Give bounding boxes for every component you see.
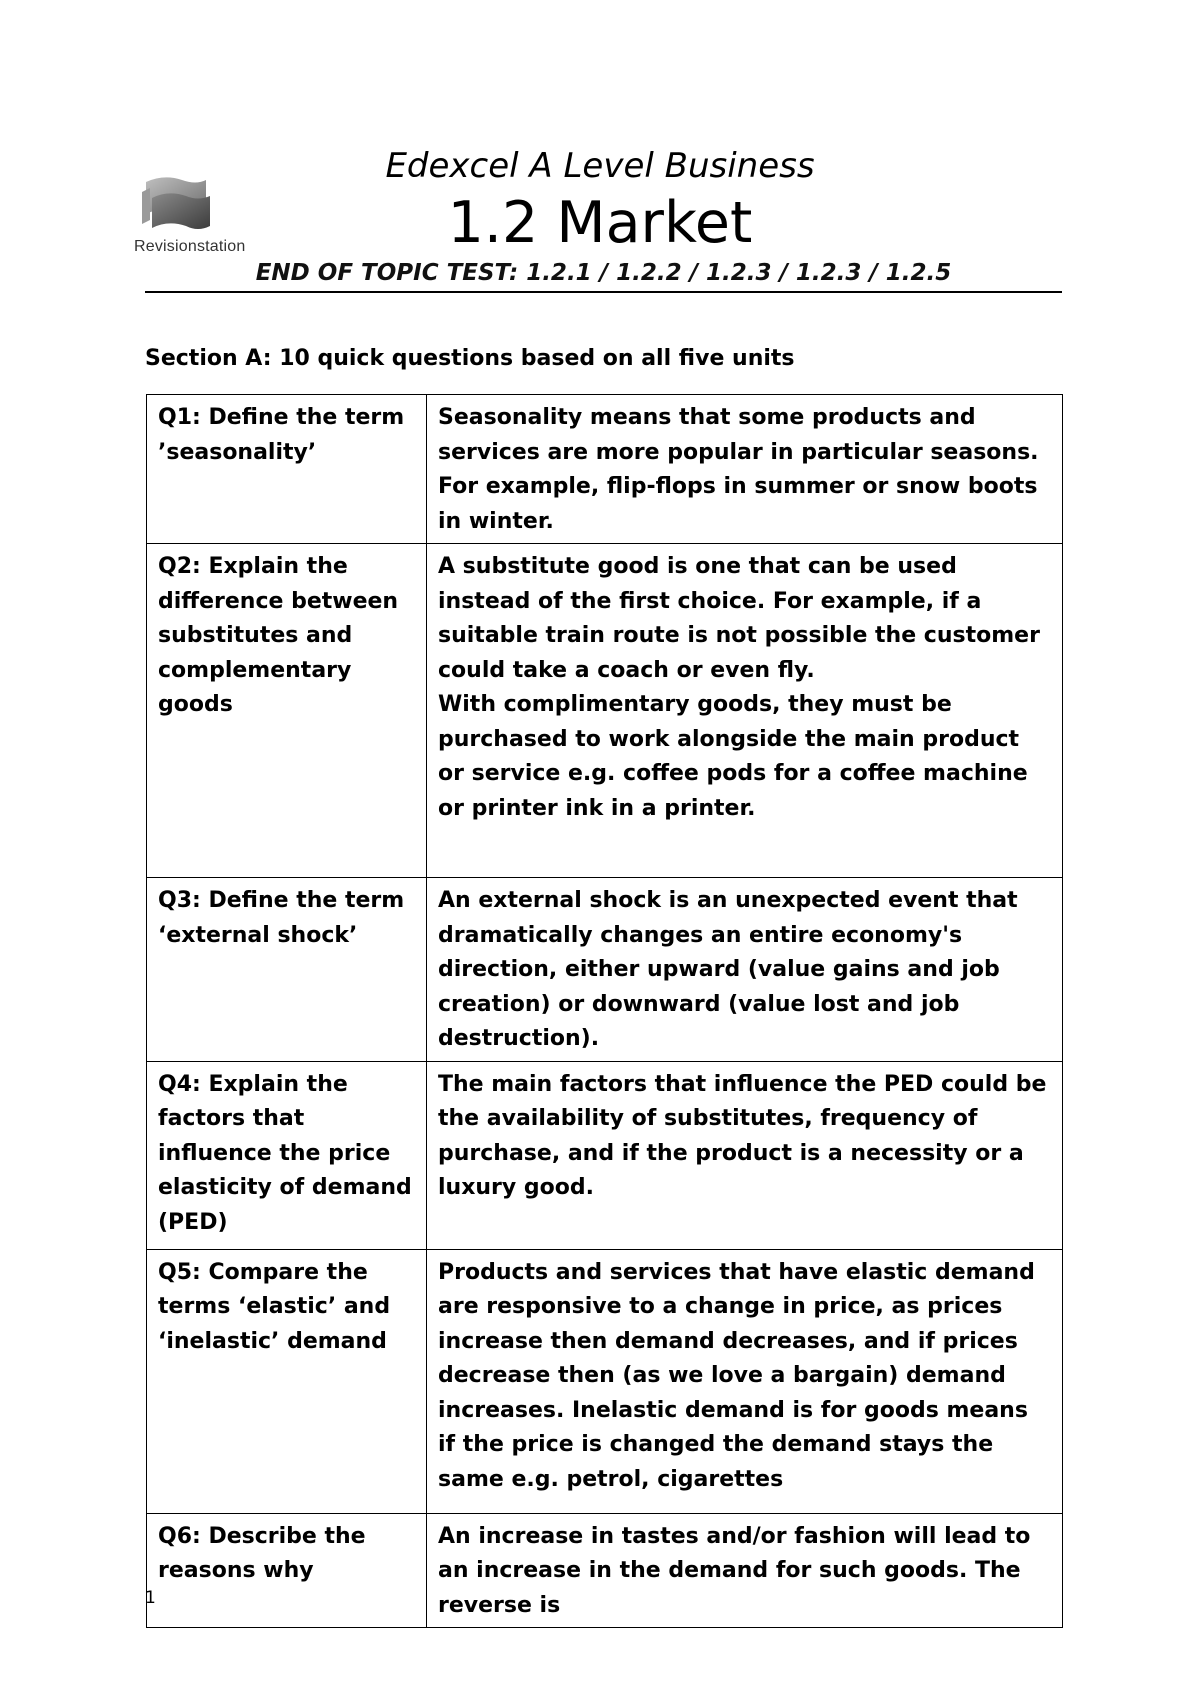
answer-cell: A substitute good is one that can be used instead of the first choice. For example, if a suitable train route is not possible the customer could take a coach or even fly. With complimentary goods, they must be purchased to work alongside the main product or service e.g. coffee pods for a coffee machine or printer ink in a printer. [427, 544, 1063, 878]
question-cell: Q3: Define the term ‘external shock’ [147, 878, 427, 1062]
answer-cell: An external shock is an unexpected event that dramatically changes an entire economy's direction, either upward (value gains and job creation) or downward (value lost and job destruction). [427, 878, 1063, 1062]
question-cell: Q2: Explain the difference between substitutes and complementary goods [147, 544, 427, 878]
heading-divider [145, 291, 1062, 293]
table-row [147, 544, 1063, 878]
answer-cell: Products and services that have elastic demand are responsive to a change in price, as prices increase then demand decreases, and if prices decrease then (as we love a bargain) demand increases. Inelastic demand is for goods means if the price is changed the demand stays the same e.g. petrol, cigarettes [427, 1249, 1063, 1513]
topic-test-heading: END OF TOPIC TEST: 1.2.1 / 1.2.2 / 1.2.3 / 1.2.3 / 1.2.5 [255, 260, 952, 286]
table-row [147, 395, 1063, 544]
questions-table [146, 394, 1063, 1628]
answer-cell: Seasonality means that some products and services are more popular in particular seasons. For example, flip-flops in summer or snow boots in winter. [427, 395, 1063, 544]
question-cell: Q5: Compare the terms ‘elastic’ and ‘inelastic’ demand [147, 1249, 427, 1513]
document-title: 1.2 Market [447, 190, 753, 256]
table-row [147, 1061, 1063, 1249]
document-subtitle: Edexcel A Level Business [385, 146, 815, 186]
answer-cell: An increase in tastes and/or fashion will lead to an increase in the demand for such goods. The reverse is [427, 1513, 1063, 1628]
question-cell: Q4: Explain the factors that influence the price elasticity of demand (PED) [147, 1061, 427, 1249]
table-row [147, 878, 1063, 1062]
question-cell: Q6: Describe the reasons why [147, 1513, 427, 1628]
table-row [147, 1513, 1063, 1628]
logo-text: Revisionstation [134, 238, 246, 255]
page-number: 1 [145, 1588, 156, 1608]
table-row [147, 1249, 1063, 1513]
question-cell: Q1: Define the term ’seasonality’ [147, 395, 427, 544]
answer-cell: The main factors that influence the PED could be the availability of substitutes, frequency of purchase, and if the product is a necessity or a luxury good. [427, 1061, 1063, 1249]
section-title: Section A: 10 quick questions based on all five units [145, 346, 795, 371]
